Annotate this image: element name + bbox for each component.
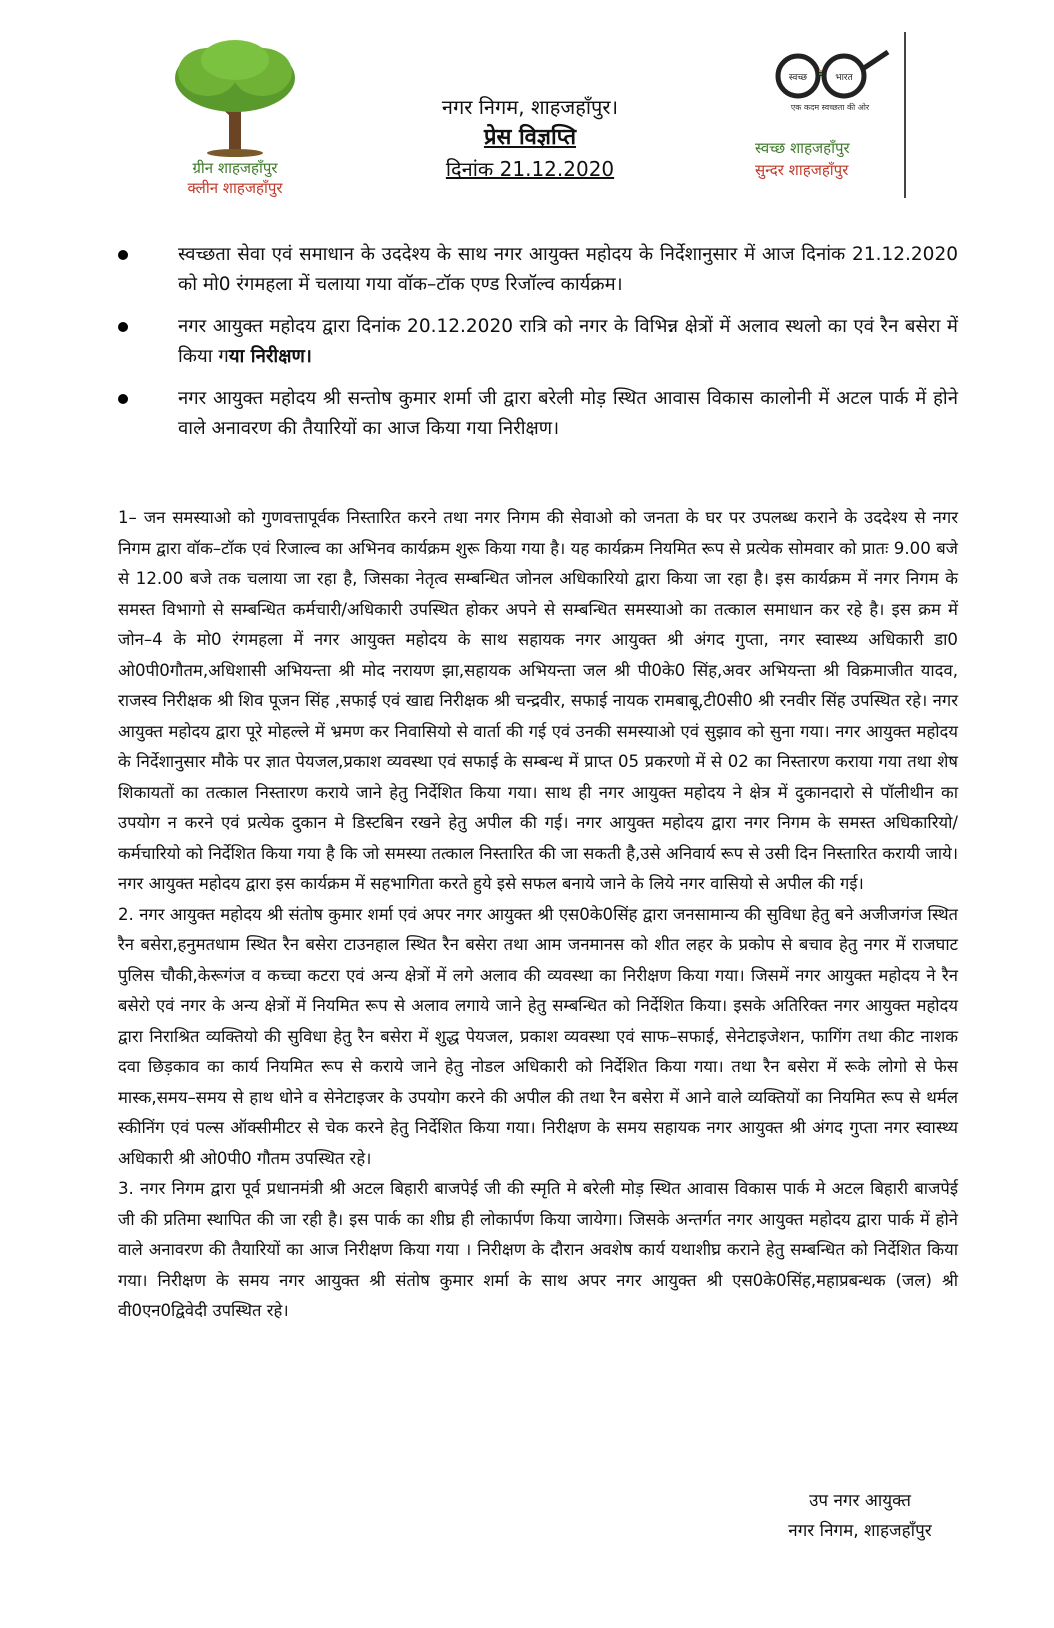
press-release-date: दिनांक 21.12.2020 [445,157,615,181]
logo-lens-left-text: स्वच्छ [788,73,808,83]
highlights-list [118,240,958,456]
office-name: नगर निगम, शाहजहाँपुर। [441,95,619,119]
highlight-text: नगर आयुक्त महोदय श्री सन्तोष कुमार शर्मा जी द्वारा बरेली मोड़ स्थित आवास विकास कालोनी में अटल पार्क में होने वाले अनावरण की तैयारियों का आज किया गया निरीक्षण। [178,388,958,439]
logo-lens-right-text: भारत [835,73,853,83]
swachh-tagline: एक कदम स्वच्छता की ओर [790,103,870,112]
page-title: प्रेस विज्ञप्ति [483,125,577,150]
signatory-designation: उप नगर आयुक्त [809,1491,911,1511]
highlight-bold-text: या निरीक्षण। [228,346,312,367]
header-divider [904,32,906,198]
paragraph-1: 1– जन समस्याओ को गुणवत्तापूर्वक निस्तारित करने तथा नगर निगम की सेवाओ को जनता के घर पर उपलब्ध कराने के उददेश्य से नगर निगम द्वारा वॉक–टॉक एवं रिजाल्व का अभिनव कार्यक्रम शुरू किया गया है। यह कार्यक्रम नियमित रूप से प्रत्येक सोमवार को प्रातः 9.00 बजे से 12.00 बजे तक चलाया जा रहा है, जिसका नेतृत्व सम्बन्धित जोनल अधिकारियो द्वारा किया जा रहा है। इस कार्यक्रम में नगर निगम के समस्त विभागो से सम्बन्धित कर्मचारी/अधिकारी उपस्थित होकर अपने से सम्बन्धित समस्याओ का तत्काल समाधान कर रहे है। इस क्रम में जोन–4 के मो0 रंगमहला में नगर आयुक्त महोदय के साथ सहायक नगर आयुक्त श्री अंगद गुप्ता, नगर स्वास्थ्य अधिकारी डा0 ओ0पी0गौतम,अधिशासी अभियन्ता श्री मोद नरायण झा,सहायक अभियन्ता जल श्री पी0के0 सिंह,अवर अभियन्ता श्री विक्रमाजीत यादव, राजस्व निरीक्षक श्री शिव पूजन सिंह ,सफाई एवं खाद्य निरीक्षक श्री चन्द्रवीर, सफाई नायक रामबाबू,टी0सी0 श्री रनवीर सिंह उपस्थित रहे। नगर आयुक्त महोदय द्वारा पूरे मोहल्ले में भ्रमण कर निवासियो से वार्ता की गई एवं उनकी समस्याओ एवं सुझाव को सुना गया। नगर आयुक्त महोदय के निर्देशानुसार मौके पर ज्ञात पेयजल,प्रकाश व्यवस्था एवं सफाई के सम्बन्ध में प्राप्त 05 प्रकरणो में से 02 का निस्तारण कराया गया तथा शेष शिकायतों का तत्काल निस्तारण कराये जाने हेतु निर्देशित किया गया। साथ ही नगर आयुक्त महोदय ने क्षेत्र में दुकानदारो से पॉलीथीन का उपयोग न करने एवं प्रत्येक दुकान मे डिस्टबिन रखने हेतु अपील की गई। नगर आयुक्त महोदय द्वारा नगर निगम के समस्त अधिकारियो/कर्मचारियो को निर्देशित किया गया है कि जो समस्या तत्काल निस्तारित की जा सकती है,उसे अनिवार्य रूप से उसी दिन निस्तारित करायी जाये। नगर आयुक्त महोदय द्वारा इस कार्यक्रम में सहभागिता करते हुये इसे सफल बनाये जाने के लिये नगर वासियो से अपील की गई। [118,508,958,893]
bullet-icon [118,394,128,404]
logo-caption-green: ग्रीन शाहजहाँपुर [192,159,278,177]
signature-block [760,1486,960,1546]
document-header [380,92,680,184]
tree-icon [150,38,320,158]
list-item [118,312,958,372]
list-item [118,384,958,444]
list-item [118,240,958,300]
bullet-icon [118,250,128,260]
logo-caption-swachh: स्वच्छ शाहजहाँपुर [755,139,850,157]
swachh-bharat-glasses-icon [770,48,890,108]
press-release-body [118,503,958,1327]
bullet-icon [118,322,128,332]
signatory-office: नगर निगम, शाहजहाँपुर [788,1521,932,1541]
paragraph-2: 2. नगर आयुक्त महोदय श्री संतोष कुमार शर्मा एवं अपर नगर आयुक्त श्री एस0के0सिंह द्वारा जनसामान्य की सुविधा हेतु बने अजीजगंज स्थित रैन बसेरा,हनुमतधाम स्थित रैन बसेरा टाउनहाल स्थित रैन बसेरा तथा आम जनमानस को शीत लहर के प्रकोप से बचाव हेतु नगर में राजघाट पुलिस चौकी,केरूगंज व कच्चा कटरा एवं अन्य क्षेत्रों में लगे अलाव की व्यवस्था का निरीक्षण किया गया। जिसमें नगर आयुक्त महोदय ने रैन बसेरो एवं नगर के अन्य क्षेत्रों में नियमित रूप से अलाव लगाये जाने हेतु सम्बन्धित को निर्देशित किया। इसके अतिरिक्त नगर आयुक्त महोदय द्वारा निराश्रित व्यक्तियो की सुविधा हेतु रैन बसेरा में शुद्ध पेयजल, प्रकाश व्यवस्था एवं साफ–सफाई, सेनेटाइजेशन, फागिंग तथा कीट नाशक दवा छिड़काव का कार्य नियमित रूप से कराये जाने हेतु नोडल अधिकारी को निर्देशित किया गया। तथा रैन बसेरा में रूके लोगो से फेस मास्क,समय–समय से हाथ धोने व सेनेटाइजर के उपयोग करने की अपील की तथा रैन बसेरा में आने वाले व्यक्तियों का नियमित रूप से थर्मल स्कीनिंग एवं पल्स ऑक्सीमीटर से चेक करने हेतु निर्देशित किया गया। निरीक्षण के समय सहायक नगर आयुक्त श्री अंगद गुप्ता नगर स्वास्थ्य अधिकारी श्री ओ0पी0 गौतम उपस्थित रहे। [118,904,958,1168]
logo-caption-clean: क्लीन शाहजहाँपुर [187,179,283,197]
highlight-text: नगर आयुक्त महोदय द्वारा दिनांक 20.12.2020 रात्रि को नगर के विभिन्न क्षेत्रों में अलाव स्थलो का एवं रैन बसेरा में किया ग [178,316,958,367]
logo-caption-sundar: सुन्दर शाहजहाँपुर [755,161,849,179]
highlight-text: स्वच्छता सेवा एवं समाधान के उददेश्य के साथ नगर आयुक्त महोदय के निर्देशानुसार में आज दिनांक 21.12.2020 को मो0 रंगमहला में चलाया गया वॉक–टॉक एण्ड रिजॉल्व कार्यक्रम। [178,244,958,295]
paragraph-3: 3. नगर निगम द्वारा पूर्व प्रधानमंत्री श्री अटल बिहारी बाजपेई जी की स्मृति मे बरेली मोड़ स्थित आवास विकास पार्क मे अटल बिहारी बाजपेई जी की प्रतिमा स्थापित की जा रही है। इस पार्क का शीघ्र ही लोकार्पण किया जायेगा। जिसके अन्तर्गत नगर आयुक्त महोदय द्वारा पार्क में होने वाले अनावरण की तैयारियों का आज निरीक्षण किया गया । निरीक्षण के दौरान अवशेष कार्य यथाशीघ्र कराने हेतु सम्बन्धित को निर्देशित किया गया। निरीक्षण के समय नगर आयुक्त श्री संतोष कुमार शर्मा के साथ अपर नगर आयुक्त श्री एस0के0सिंह,महाप्रबन्धक (जल) श्री वी0एन0द्विवेदी उपस्थित रहे। [118,1179,958,1320]
swachh-bharat-logo [770,48,890,108]
